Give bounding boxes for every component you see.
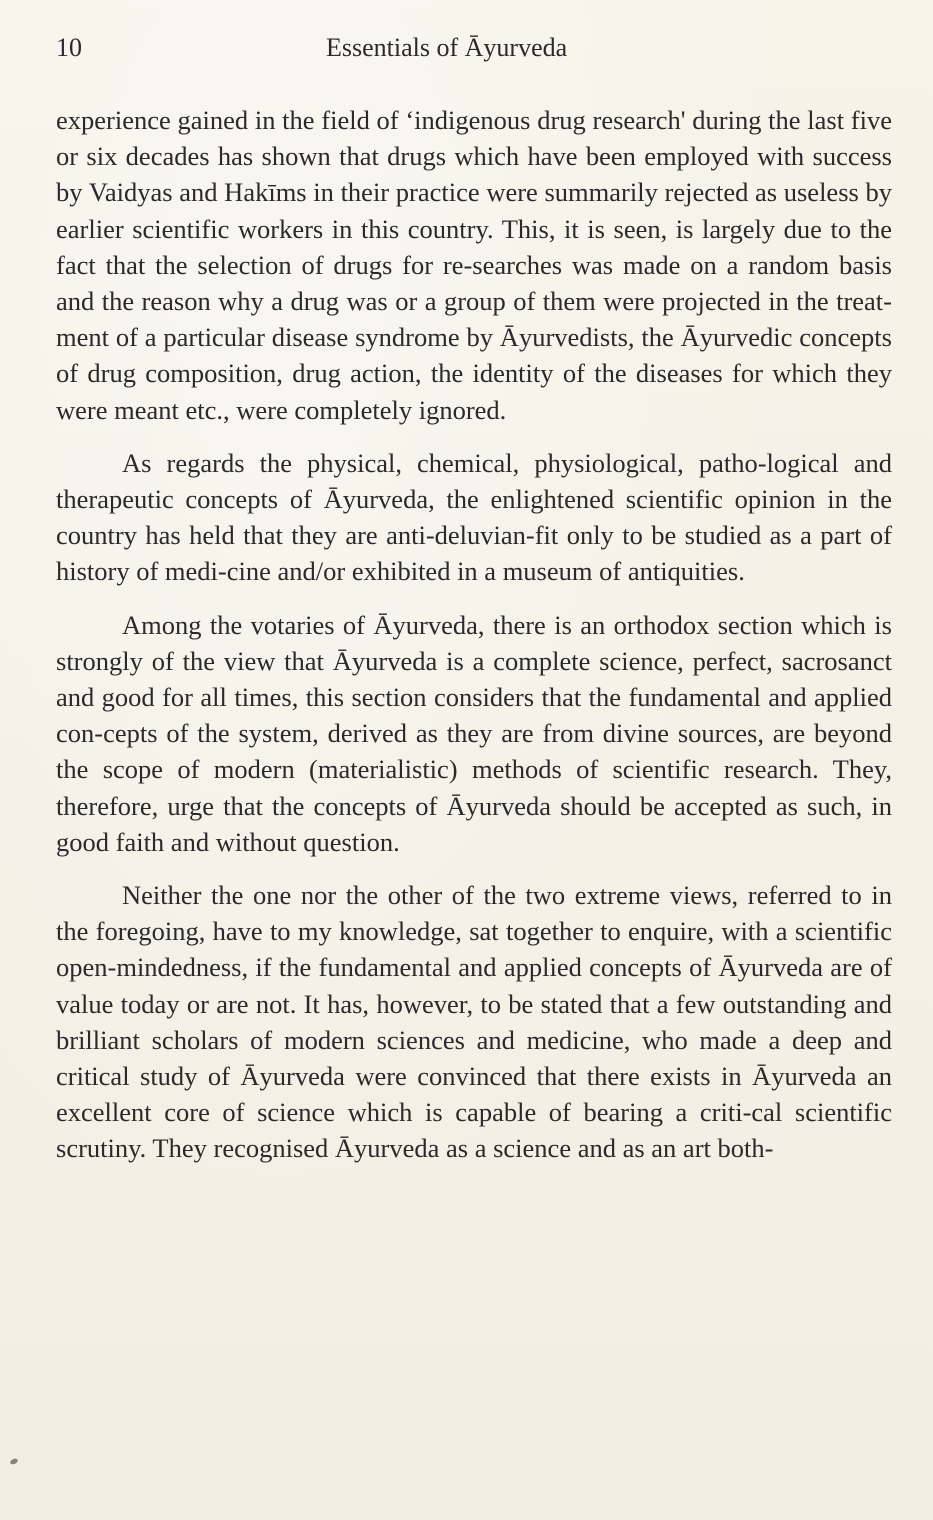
paper-speck — [9, 1458, 18, 1466]
body-text — [56, 102, 892, 1184]
page-number: 10 — [56, 33, 82, 62]
paragraph-orthodox-view: Among the votaries of Āyurveda, there is an orthodox section which is strongly of the view that Āyurveda is a complete science, perfect, sacrosanct and good for all times, this section considers that the fundamental and applied con-cepts of the system, derived as they are from divine sources, are beyond the scope of modern (materialistic) methods of scientific research. They, therefore, urge that the concepts of Āyurveda should be accepted as such, in good faith and without question. — [56, 609, 892, 857]
paragraph-continuation: experience gained in the field of ‘indigenous drug research' during the last five or six decades has shown that drugs which have been employed with success by Vaidyas and Hakīms in their practice were summarily rejected as useless by earlier scientific workers in this country. This, it is seen, is largely due to the fact that the selection of drugs for re-searches was made on a random basis and the reason why a drug was or a group of them were projected in the treat-ment of a particular disease syndrome by Āyurvedists, the Āyurvedic concepts of drug composition, drug action, the identity of the diseases for which they were meant etc., were completely ignored. — [56, 105, 892, 425]
paragraph-extreme-views: Neither the one nor the other of the two extreme views, referred to in the foregoing, have to my knowledge, sat together to enquire, with a scientific open-mindedness, if the fundamental and applied concepts of Āyurveda are of value today or are not. It has, however, to be stated that a few outstanding and brilliant scholars of modern sciences and medicine, who made a deep and critical study of Āyurveda were convinced that there exists in Āyurveda an excellent core of science which is capable of bearing a criti-cal scientific scrutiny. They recognised Āyurveda as a science and as an art both- — [56, 880, 892, 1164]
page-header — [56, 30, 896, 66]
paragraph-scientific-opinion: As regards the physical, chemical, physiological, patho-logical and therapeutic concepts of Āyurveda, the enlightened scientific opinion in the country has held that they are anti-deluvian-fit only to be studied as a part of history of medi-cine and/or exhibited in a museum of antiquities. — [56, 447, 892, 587]
running-title: Essentials of Āyurveda — [326, 33, 568, 62]
